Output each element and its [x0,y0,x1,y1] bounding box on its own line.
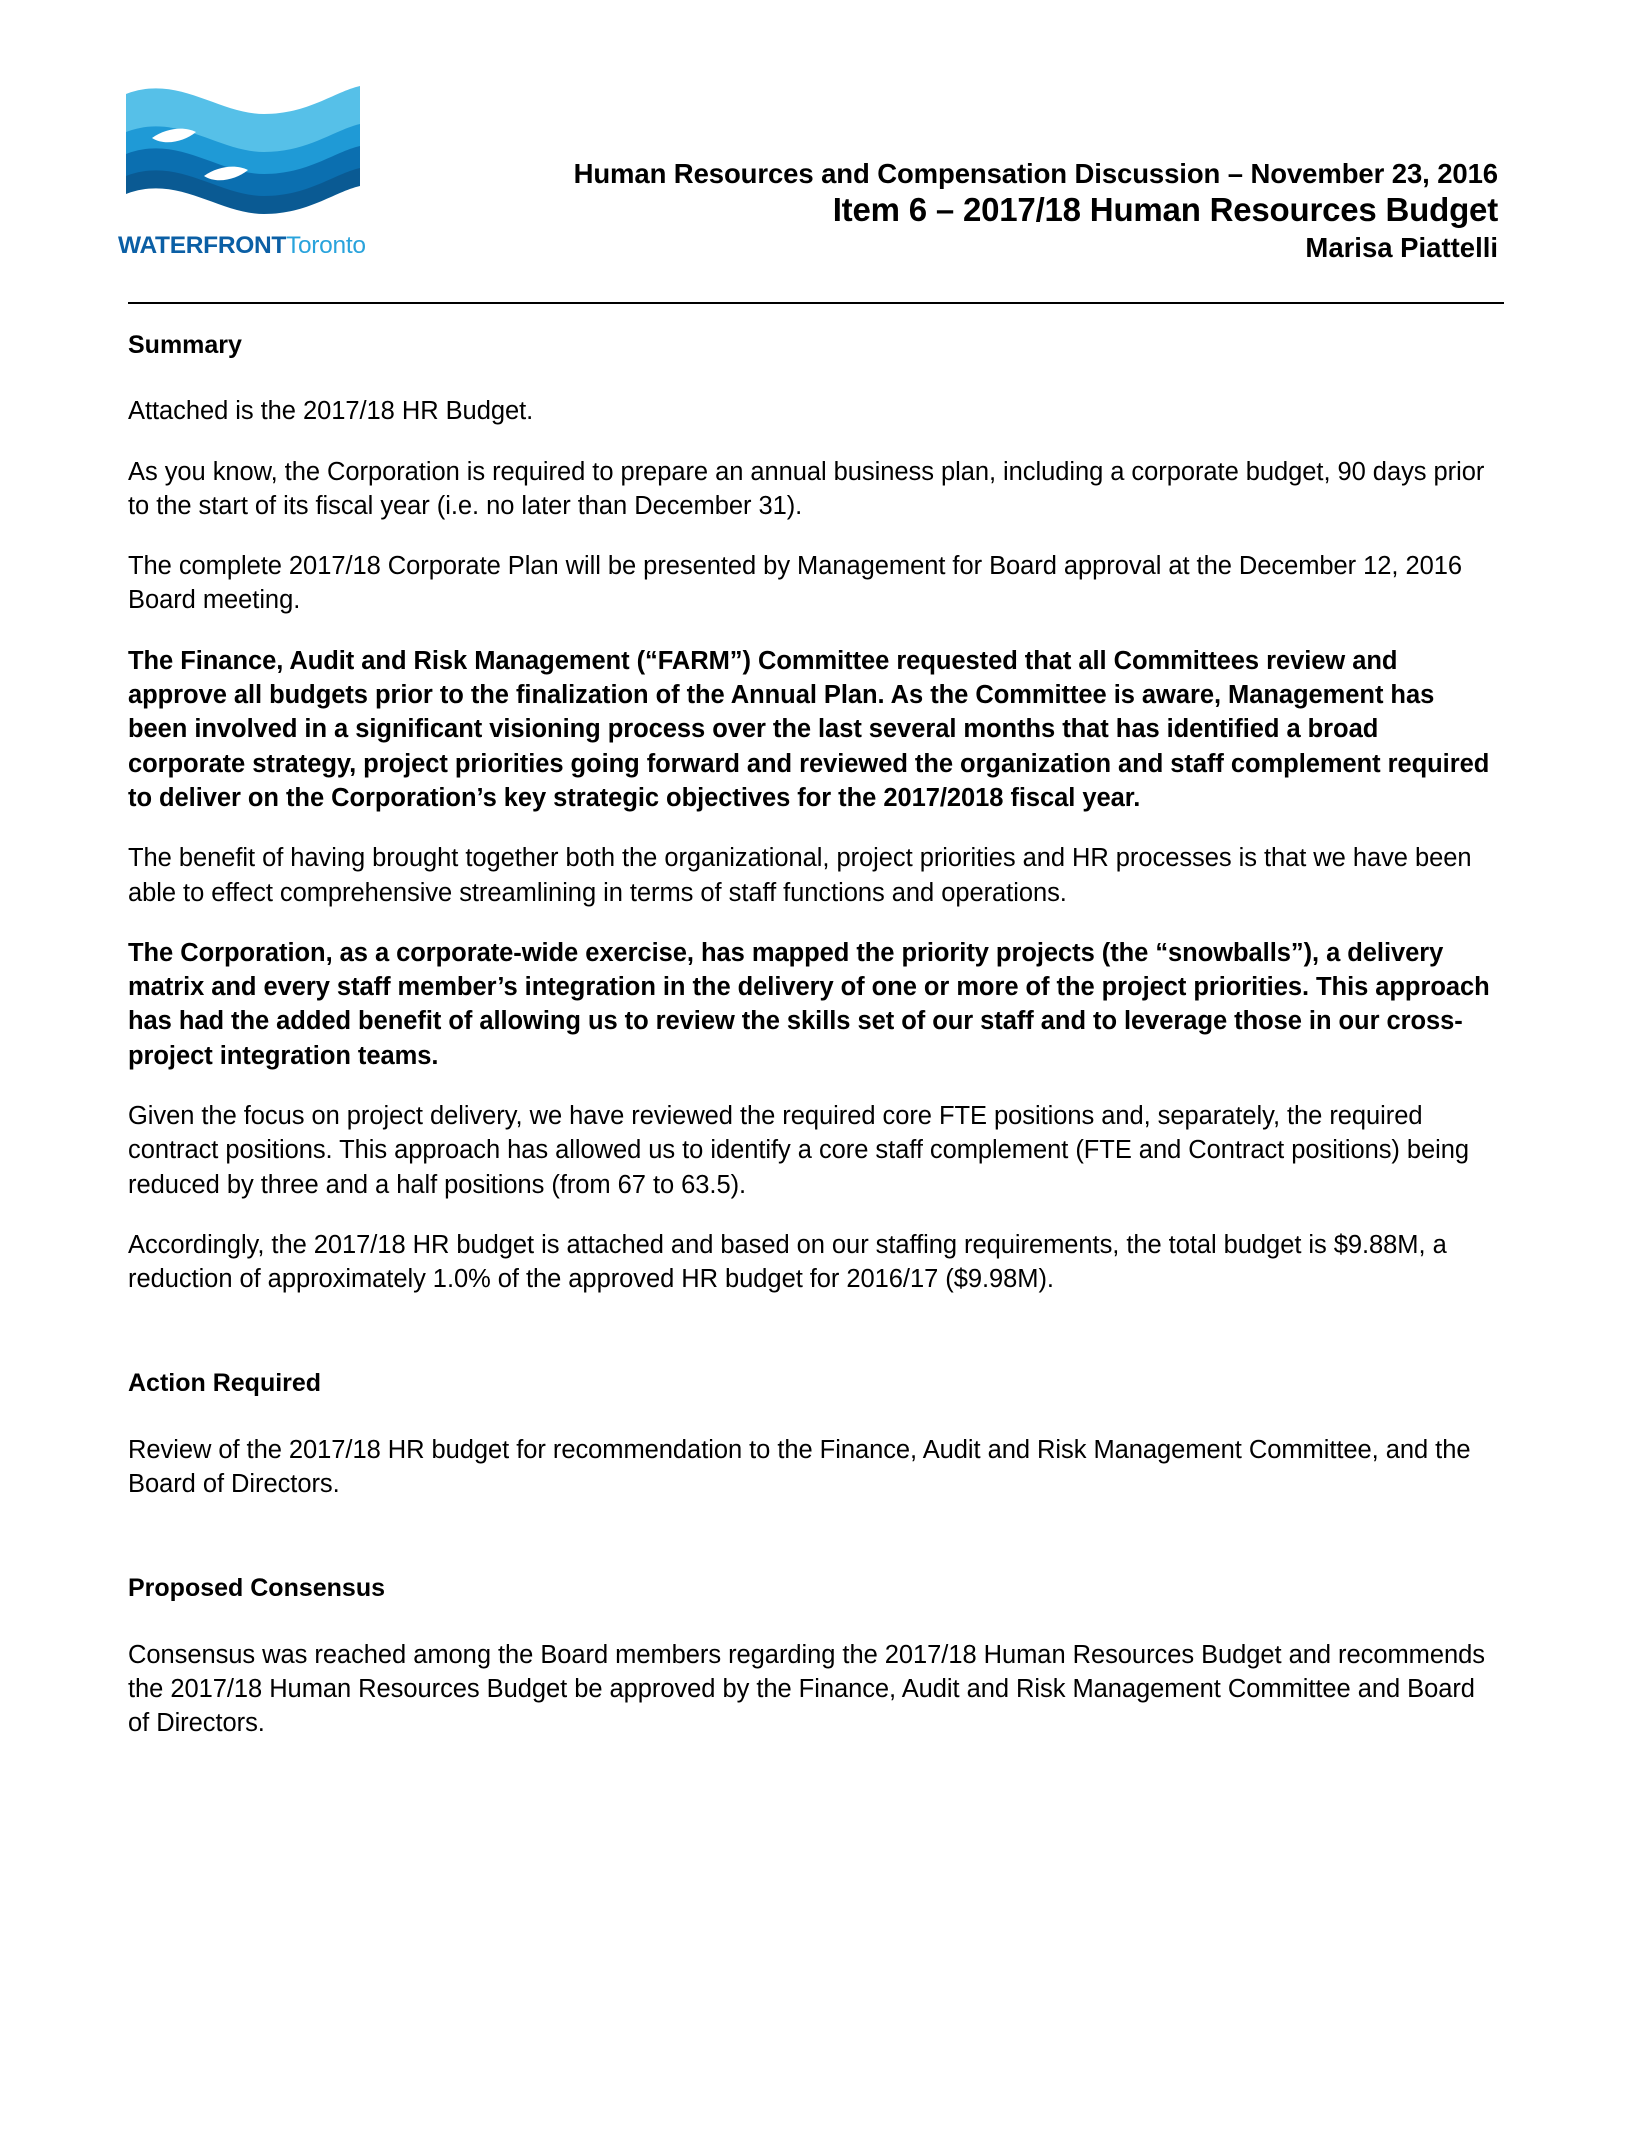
header-meeting-title: Human Resources and Compensation Discussion – November 23, 2016 [573,158,1498,189]
paragraph-summary-1: Attached is the 2017/18 HR Budget. [128,397,534,426]
logo-wordmark-bold: WATERFRONT [118,232,287,259]
paragraph-proposed-consensus-1: Consensus was reached among the Board members regarding the 2017/18 Human Resources Budget and recommends the 2017/18 Human Resources Budget be approved by the Finance, Audit and Risk Management Committee and Board of Directors. [128,1640,1485,1738]
paragraph-action-required-1: Review of the 2017/18 HR budget for recommendation to the Finance, Audit and Risk Management Committee, and the Board of Directors. [128,1435,1471,1499]
paragraph-summary-2: As you know, the Corporation is required to prepare an annual business plan, including a corporate budget, 90 days prior to the start of its fiscal year (i.e. no later than December 31). [128,457,1485,520]
logo-wordmark [118,234,378,259]
document-header [0,0,1636,310]
header-author: Marisa Piattelli [1305,232,1498,264]
paragraph-summary-3: The complete 2017/18 Corporate Plan will be presented by Management for Board approval at the December 12, 2016 Board meeting. [128,552,1463,615]
paragraph-summary-4: The Finance, Audit and Risk Management (“FARM”) Committee requested that all Committees review and approve all budgets prior to the finalization of the Annual Plan. As the Committee is aware, Management has been involved in a significant visioning process over the last several months that has identified a broad corporate strategy, project priorities going forward and reviewed the organization and staff complement required to deliver on the Corporation’s key strategic objectives for the 2017/2018 fiscal year. [128,646,1490,812]
paragraph-summary-6: The Corporation, as a corporate-wide exercise, has mapped the priority projects (the “snowballs”), a delivery matrix and every staff member’s integration in the delivery of one or more of the project priorities. This approach has had the added benefit of allowing us to review the skills set of our staff and to leverage those in our cross-project integration teams. [128,938,1490,1070]
section-heading-summary: Summary [128,331,242,359]
section-heading-proposed-consensus: Proposed Consensus [128,1574,385,1603]
waterfront-toronto-logo [118,80,378,259]
logo-wordmark-light: Toronto [286,232,366,259]
document-body [128,330,1500,1740]
paragraph-summary-7: Given the focus on project delivery, we have reviewed the required core FTE positions and, separately, the required contract positions. This approach has allowed us to identify a core staff complement (FTE and Contract positions) being reduced by three and a half positions (from 67 to 63.5). [128,1102,1470,1199]
section-heading-action-required: Action Required [128,1369,322,1398]
header-item-title: Item 6 – 2017/18 Human Resources Budget [832,191,1498,229]
wave-logo-icon [118,80,368,230]
header-title-block [574,158,1498,265]
paragraph-summary-5: The benefit of having brought together both the organizational, project priorities and HR processes is that we have been able to effect comprehensive streamlining in terms of staff functions and operations. [128,844,1472,907]
header-divider [128,302,1504,304]
paragraph-summary-8: Accordingly, the 2017/18 HR budget is attached and based on our staffing requirements, the total budget is $9.88M, a reduction of approximately 1.0% of the approved HR budget for 2016/17 ($9.98M). [128,1230,1447,1294]
